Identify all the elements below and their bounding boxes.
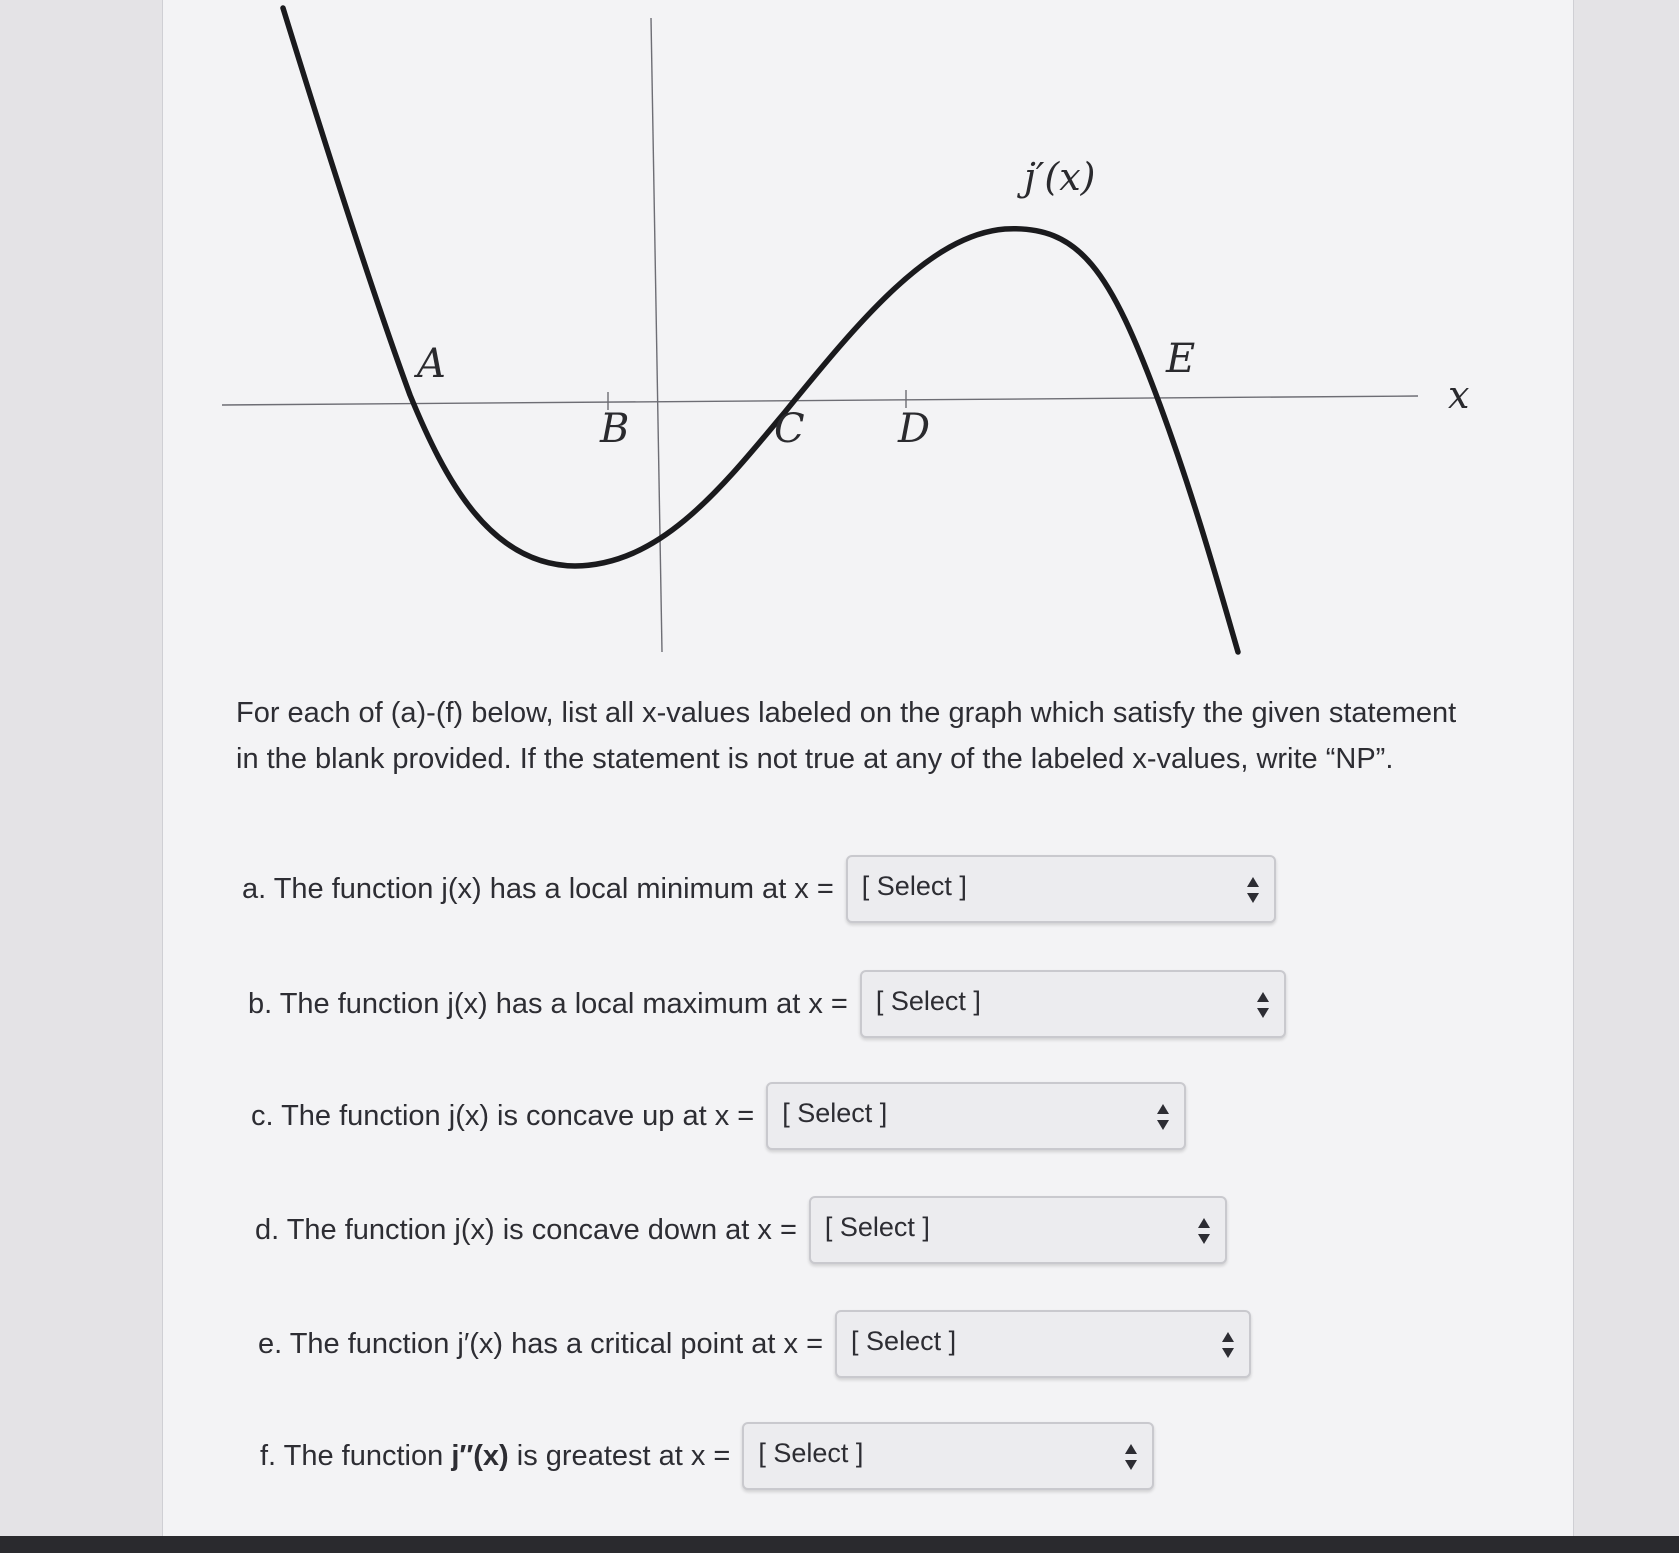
x-axis-label: x xyxy=(1448,373,1470,417)
question-d xyxy=(255,1196,1227,1264)
answer-b-select[interactable] xyxy=(860,970,1286,1038)
answer-a-value: [ Select ] xyxy=(861,871,967,901)
point-c-label: C xyxy=(774,406,805,452)
question-a-text: a. The function j(x) has a local minimum at x = xyxy=(242,872,834,905)
question-b xyxy=(248,970,1286,1038)
select-arrows-icon xyxy=(1124,1442,1138,1472)
answer-c-value: [ Select ] xyxy=(782,1098,888,1128)
question-c-text: c. The function j(x) is concave up at x = xyxy=(251,1099,755,1132)
question-e-text: e. The function j′(x) has a critical point at x = xyxy=(258,1327,824,1360)
function-label: j′(x) xyxy=(1024,155,1096,199)
question-f-start: f. The function xyxy=(260,1439,452,1472)
point-b-label: B xyxy=(600,406,630,452)
point-a-label: A xyxy=(417,341,446,387)
select-arrows-icon xyxy=(1156,1102,1170,1132)
question-b-text: b. The function j(x) has a local maximum at x = xyxy=(248,987,848,1020)
question-c xyxy=(251,1082,1186,1150)
j-prime-curve xyxy=(283,8,1238,652)
question-d-text: d. The function j(x) is concave down at x = xyxy=(255,1213,797,1246)
answer-e-value: [ Select ] xyxy=(851,1326,957,1356)
question-f-end: is greatest at x = xyxy=(508,1439,731,1472)
select-arrows-icon xyxy=(1256,990,1270,1020)
answer-d-value: [ Select ] xyxy=(824,1212,930,1242)
answer-b-value: [ Select ] xyxy=(875,986,981,1016)
question-f xyxy=(260,1422,1154,1490)
answer-c-select[interactable] xyxy=(766,1082,1186,1150)
question-e xyxy=(258,1310,1251,1378)
question-f-bold: j′′(x) xyxy=(451,1439,509,1472)
select-arrows-icon xyxy=(1197,1216,1211,1246)
answer-d-select[interactable] xyxy=(809,1196,1227,1264)
derivative-graph xyxy=(0,0,1679,700)
answer-e-select[interactable] xyxy=(835,1310,1251,1378)
answer-f-select[interactable] xyxy=(742,1422,1154,1490)
select-arrows-icon xyxy=(1221,1330,1235,1360)
select-arrows-icon xyxy=(1246,875,1260,905)
answer-f-value: [ Select ] xyxy=(758,1438,864,1468)
question-a xyxy=(242,855,1276,923)
instructions-text: For each of (a)-(f) below, list all x-values labeled on the graph which satisfy the given statement in the blank provided. If the statement is not true at any of the labeled x-values, write “NP”. xyxy=(236,697,1457,775)
answer-a-select[interactable] xyxy=(846,855,1276,923)
monitor-bezel xyxy=(0,1536,1679,1553)
y-axis xyxy=(651,18,662,652)
x-axis xyxy=(222,396,1418,405)
question-f-text xyxy=(260,1440,730,1473)
point-e-label: E xyxy=(1166,336,1196,382)
point-d-label: D xyxy=(898,406,931,452)
